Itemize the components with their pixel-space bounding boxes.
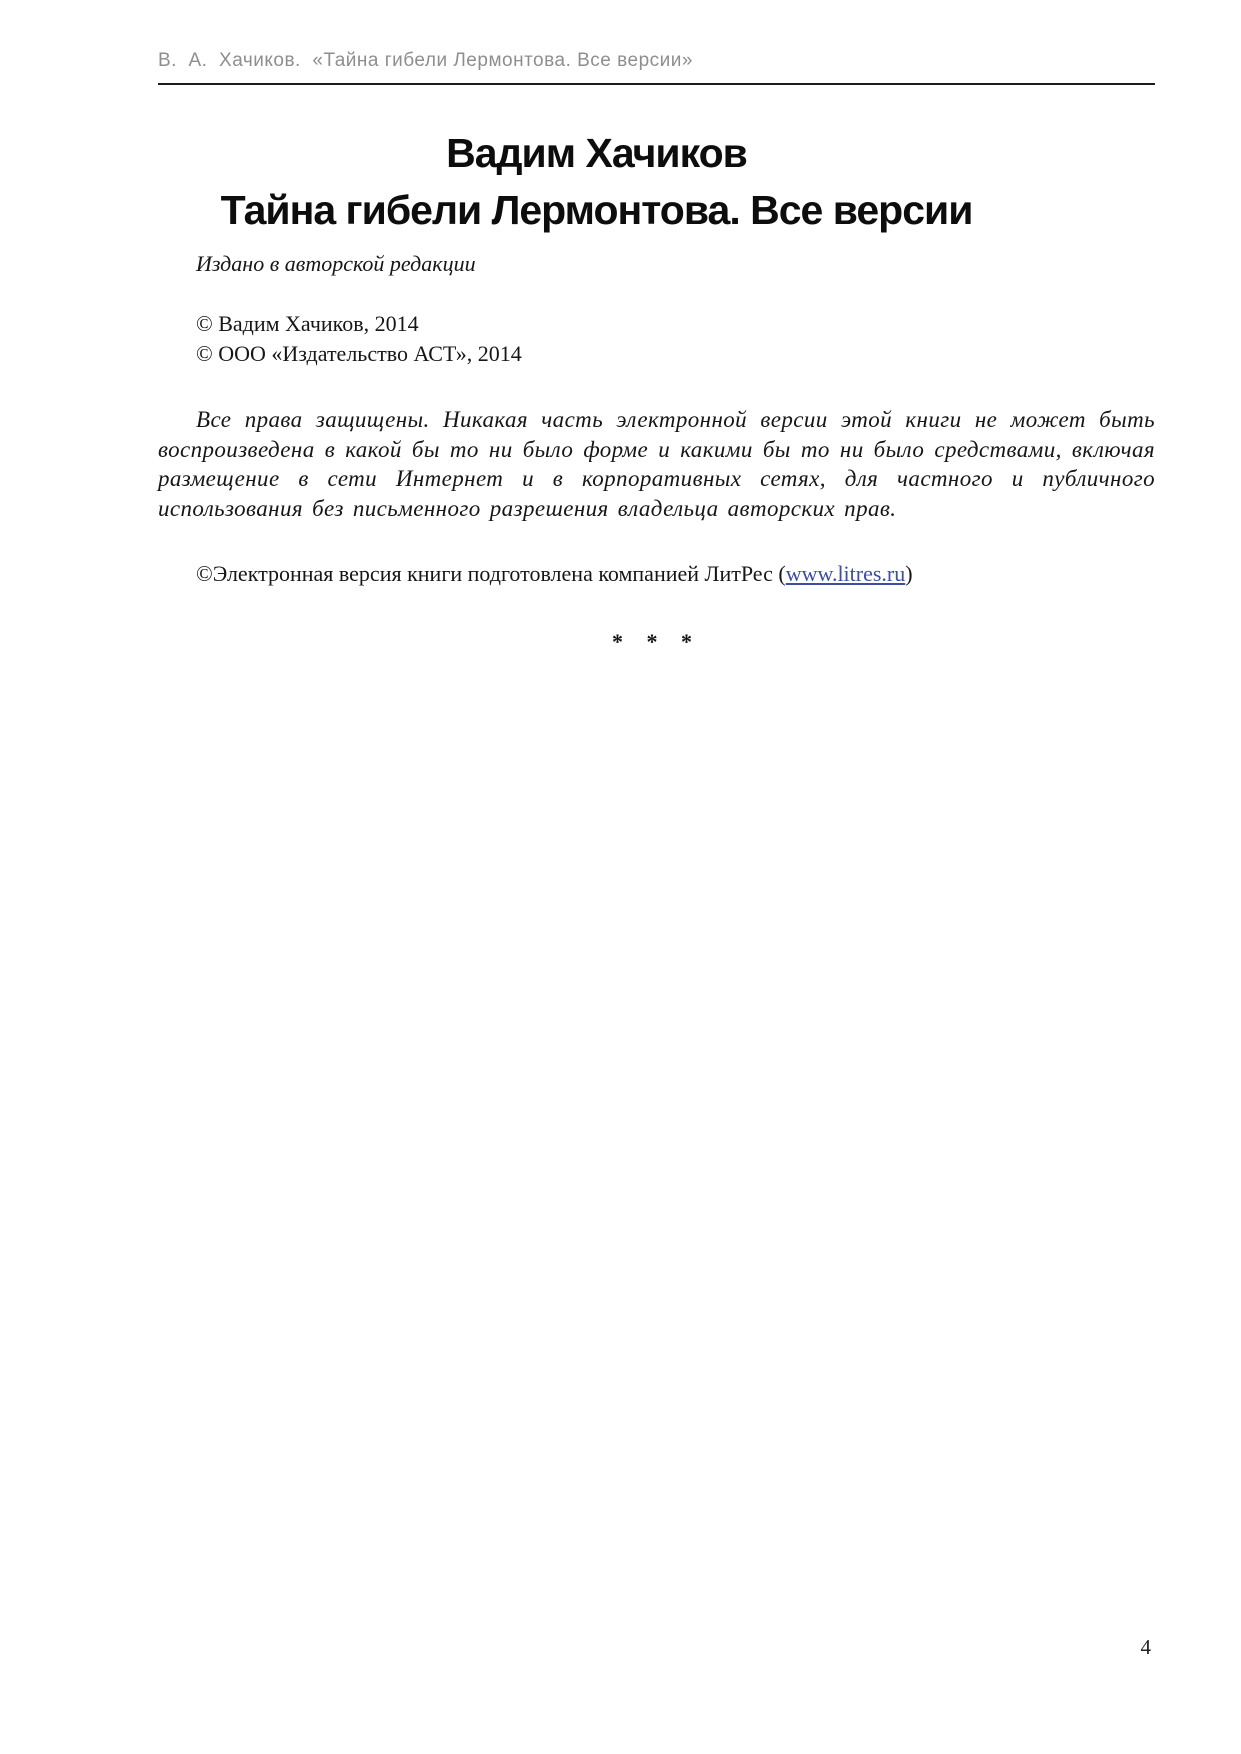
copyright-author: © Вадим Хачиков, 2014 <box>196 311 419 336</box>
copyright-publisher: © ООО «Издательство АСТ», 2014 <box>196 341 522 366</box>
copyright-block <box>158 309 1155 369</box>
section-separator: * * * <box>612 629 701 654</box>
litres-line-prefix: ©Электронная версия книги подготовлена компанией ЛитРес ( <box>196 561 786 586</box>
litres-line <box>158 559 1155 589</box>
page-content <box>158 0 1155 655</box>
book-title-heading: Тайна гибели Лермонтова. Все версии <box>220 187 973 233</box>
book-title-block <box>158 125 1035 239</box>
page-number: 4 <box>1140 1635 1151 1659</box>
running-header: В. А. Хачиков. «Тайна гибели Лермонтова. Все версии» <box>158 50 693 71</box>
litres-line-suffix: ) <box>905 561 913 586</box>
edition-note: Издано в авторской редакции <box>196 251 476 276</box>
litres-link[interactable]: www.litres.ru <box>785 561 906 586</box>
book-author-heading: Вадим Хачиков <box>446 130 747 176</box>
rights-notice: Все права защищены. Никакая часть электронной версии этой книги не может быть воспроизведена в какой бы то ни было форме и какими бы то ни было средствами, включая размещение в сети Интернет и в корпоративных сетях, для частного и публичного использования без письменного разрешения владельца авторских прав. <box>158 407 1155 521</box>
header-rule <box>158 83 1155 85</box>
